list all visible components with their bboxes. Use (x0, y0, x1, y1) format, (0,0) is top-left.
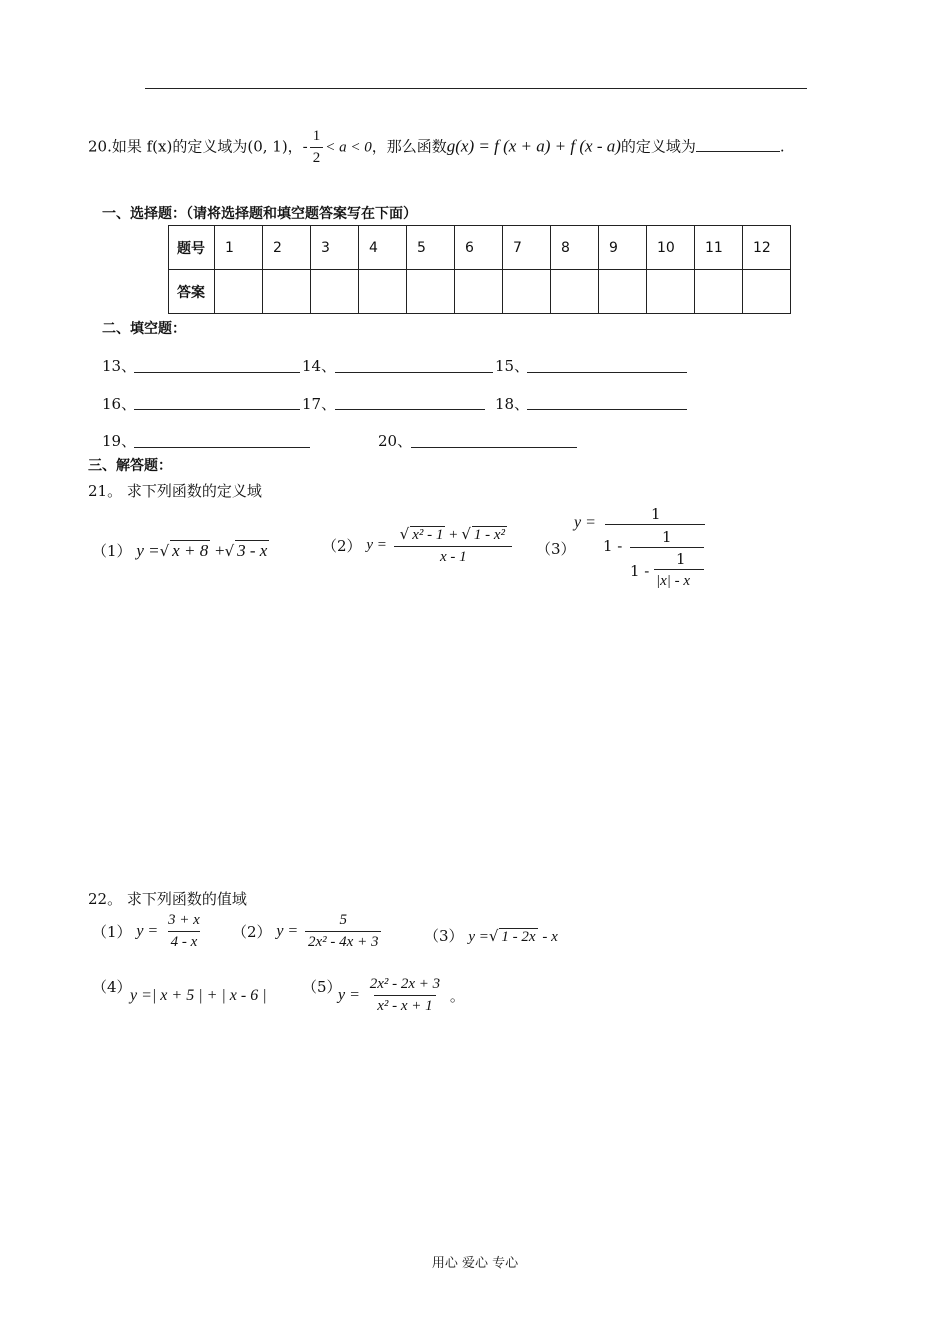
q22-part2 (232, 912, 383, 951)
q21-p3-one: 1 (651, 505, 661, 523)
sqrt-icon: √ (159, 542, 170, 560)
blank-label-19: 19、 (102, 432, 137, 450)
q21-p3-one-minus: 1 - (603, 537, 623, 555)
q22-part1 (92, 912, 205, 951)
sqrt-icon: √ (224, 542, 235, 560)
table-cell: 5 (407, 226, 455, 270)
q21-p2-fraction (394, 525, 513, 566)
answer-cell[interactable] (503, 270, 551, 314)
q20-fraction: $\frac{1}{2}$ (310, 128, 324, 167)
row2-label: 答案 (169, 270, 215, 314)
table-cell: 12 (743, 226, 791, 270)
q21-p2-plus: + (449, 527, 458, 543)
q22-p3-radicand: 1 - 2x (501, 929, 536, 945)
q21-p2-y: y = (366, 537, 387, 553)
blank-label-15: 15、 (495, 357, 530, 375)
sqrt-icon: √ (461, 525, 471, 543)
q21-part1 (92, 540, 269, 561)
table-cell: 9 (599, 226, 647, 270)
section1-title: 一、选择题：（请将选择题和填空题答案写在下面） (102, 206, 417, 222)
q22-p5-end: 。 (449, 987, 465, 1005)
table-cell: 2 (263, 226, 311, 270)
q22-p4-label: （4） (92, 978, 132, 996)
table-row (169, 270, 791, 314)
q22-p5-denominator: x² - x + 1 (374, 995, 435, 1015)
q20-middle: ，那么函数 (371, 137, 447, 156)
q20-answer-blank[interactable] (696, 150, 780, 152)
page-footer: 用心 爱心 专心 (431, 1256, 519, 1271)
q21-p3-one3: 1 (676, 550, 686, 568)
q22-p5-numerator: 2x² - 2x + 3 (369, 976, 441, 992)
q21-title: 21。 求下列函数的定义域 (88, 482, 262, 500)
q22-p2-fraction (305, 912, 381, 951)
question-20 (88, 128, 785, 167)
blank-label-18: 18、 (495, 395, 530, 413)
q22-part5 (338, 976, 465, 1015)
table-cell: 11 (695, 226, 743, 270)
q22-p1-denominator: 4 - x (168, 931, 201, 951)
blank-13[interactable] (134, 371, 300, 373)
q21-p2-label: （2） (322, 537, 362, 555)
answer-cell[interactable] (455, 270, 503, 314)
q22-p5-fraction (367, 976, 443, 1015)
table-cell: 8 (551, 226, 599, 270)
answer-cell[interactable] (359, 270, 407, 314)
q22-title: 22。 求下列函数的值域 (88, 890, 247, 908)
answer-table (168, 225, 791, 314)
blank-17[interactable] (335, 408, 485, 410)
q20-prefix: 20.如果 f(x)的定义域为(0, 1)， (88, 137, 303, 156)
q22-p1-numerator: 3 + x (168, 912, 200, 928)
table-row (169, 226, 791, 270)
q22-p2-numerator: 5 (339, 912, 347, 928)
q22-p1-y: y = (136, 922, 159, 940)
fraction-bar (654, 569, 704, 570)
blank-14[interactable] (335, 371, 493, 373)
header-rule (145, 88, 807, 89)
q21-p3-label: （3） (536, 540, 576, 558)
table-cell: 7 (503, 226, 551, 270)
answer-cell[interactable] (743, 270, 791, 314)
blank-label-14: 14、 (302, 357, 337, 375)
sqrt-icon: √ (488, 927, 499, 945)
q20-function: g(x) = f (x + a) + f (x - a) (446, 136, 621, 156)
blank-label-20: 20、 (378, 432, 413, 450)
answer-cell[interactable] (551, 270, 599, 314)
q22-p1-label: （1） (92, 923, 132, 941)
blank-16[interactable] (134, 408, 300, 410)
table-cell: 10 (647, 226, 695, 270)
q21-p1-radicand1: x + 8 (172, 541, 209, 560)
answer-cell[interactable] (599, 270, 647, 314)
q22-p1-fraction (165, 912, 203, 951)
sqrt-icon: √ (399, 525, 410, 543)
table-cell: 6 (455, 226, 503, 270)
table-cell: 4 (359, 226, 407, 270)
q22-p2-y: y = (276, 922, 299, 940)
answer-cell[interactable] (215, 270, 263, 314)
q21-p3-y: y = (574, 514, 596, 531)
answer-cell[interactable] (695, 270, 743, 314)
q22-p2-denominator: 2x² - 4x + 3 (305, 931, 381, 951)
blank-15[interactable] (527, 371, 687, 373)
row1-label: 题号 (169, 226, 215, 270)
q20-suffix: 的定义域为 (620, 137, 696, 156)
q22-p3-label: （3） (424, 927, 464, 945)
answer-cell[interactable] (647, 270, 695, 314)
q21-p2-denominator: x - 1 (394, 546, 512, 566)
blank-label-16: 16、 (102, 395, 137, 413)
q20-condition: < a < 0 (325, 139, 372, 156)
q22-p3-tail: - x (542, 929, 558, 945)
fraction-bar (605, 524, 705, 525)
blank-label-17: 17、 (302, 395, 337, 413)
q21-p1-y: y = (136, 541, 160, 560)
blank-label-13: 13、 (102, 357, 137, 375)
q21-p3-one-minus2: 1 - (630, 562, 650, 580)
answer-cell[interactable] (311, 270, 359, 314)
section2-title: 二、填空题： (102, 321, 186, 337)
q22-part3 (424, 925, 558, 946)
section3-title: 三、解答题： (88, 458, 172, 474)
q20-minus: - (302, 137, 308, 156)
q22-p4-expr: y =| x + 5 | + | x - 6 | (130, 987, 267, 1004)
q21-p2-radicand2: 1 - x² (473, 527, 506, 543)
q22-p3-y: y = (468, 929, 489, 945)
q21-p1-plus: + (214, 541, 225, 560)
blank-18[interactable] (527, 408, 687, 410)
q21-p1-label: （1） (92, 542, 132, 560)
blank-20[interactable] (411, 446, 577, 448)
answer-cell[interactable] (407, 270, 455, 314)
q21-p2-radicand1: x² - 1 (412, 527, 444, 543)
q22-p2-label: （2） (232, 923, 272, 941)
blank-19[interactable] (134, 446, 310, 448)
table-cell: 1 (215, 226, 263, 270)
q21-part2 (322, 525, 515, 566)
q22-p5-label: （5） (302, 978, 342, 996)
q21-p3-one2: 1 (662, 528, 672, 546)
q21-p1-radicand2: 3 - x (237, 541, 268, 560)
fraction-bar (630, 547, 704, 548)
table-cell: 3 (311, 226, 359, 270)
answer-cell[interactable] (263, 270, 311, 314)
q22-p5-y: y = (338, 986, 360, 1004)
q21-p3-inner: |x| - x (656, 573, 691, 589)
q20-end: . (779, 137, 785, 156)
